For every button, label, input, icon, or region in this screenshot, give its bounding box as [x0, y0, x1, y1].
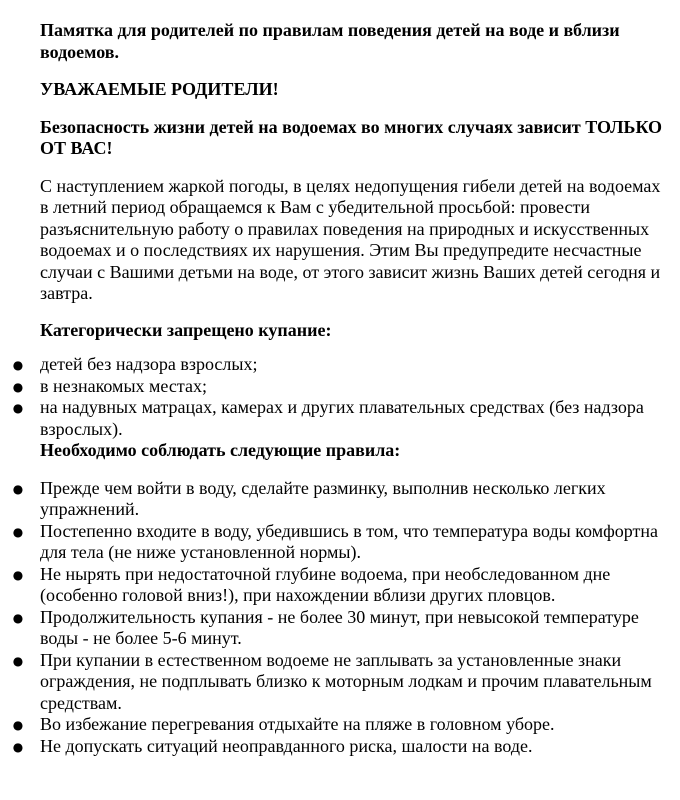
list-item — [12, 354, 666, 376]
rules-list — [12, 477, 666, 758]
bullet-icon: ● — [12, 524, 24, 539]
list-item-text: Не нырять при недостаточной глубине водоема, при необследованном дне (особенно головой вниз!), при нахождении вблизи других пловцов. — [40, 563, 611, 605]
list-item-text: Во избежание перегревания отдыхайте на пляже в головном уборе. — [40, 714, 555, 734]
list-item-text: в незнакомых местах; — [40, 375, 207, 396]
bullet-icon: ● — [12, 610, 24, 625]
list-item-text: Прежде чем войти в воду, сделайте разминку, выполнив несколько легких упражнений. — [40, 477, 606, 519]
list-item-text: Продолжительность купания - не более 30 минут, при невысокой температуре воды - не более 5-6 минут. — [40, 606, 639, 648]
list-item-text: детей без надзора взрослых; — [40, 354, 258, 374]
bullet-icon: ● — [12, 401, 24, 415]
rules-heading: Необходимо соблюдать следующие правила: — [40, 440, 401, 460]
bullet-icon: ● — [12, 567, 24, 582]
document-title: Памятка для родителей по правилам поведения детей на воде и вблизи водоемов. — [40, 20, 620, 62]
safety-note: Безопасность жизни детей на водоемах во многих случаях зависит ТОЛЬКО ОТ ВАС! — [40, 116, 663, 158]
list-item — [12, 606, 666, 650]
list-item — [12, 649, 666, 715]
appeal-heading: УВАЖАЕМЫЕ РОДИТЕЛИ! — [40, 79, 279, 99]
list-item — [12, 714, 666, 736]
list-item-text: Постепенно входите в воду, убедившись в том, что температура воды комфортна для тела (не ниже установленной нормы). — [40, 520, 659, 562]
list-item-text: на надувных матрацах, камерах и других плавательных средствах (без надзора взрослых). — [40, 397, 644, 439]
list-item — [12, 520, 666, 564]
list-item — [12, 477, 666, 521]
forbidden-list — [12, 354, 666, 440]
bullet-icon: ● — [12, 358, 24, 372]
list-item — [12, 563, 666, 607]
list-item-text: При купании в естественном водоеме не заплывать за установленные знаки ограждения, не подплывать близко к моторным лодкам и прочим плавательным средствам. — [40, 649, 652, 713]
bullet-icon: ● — [12, 379, 24, 394]
intro-paragraph: С наступлением жаркой погоды, в целях недопущения гибели детей на водоемах в летний период обращаемся к Вам с убедительной просьбой: провести разъяснительную работу о правилах поведения на природных и искусственных водоемах и о последствиях их нарушения. Этим Вы предупредите несчастные случаи с Вашими детьми на воде, от этого зависит жизнь Ваших детей сегодня и завтра. — [40, 175, 661, 303]
list-item — [12, 375, 666, 398]
bullet-icon: ● — [12, 481, 24, 496]
bullet-icon: ● — [12, 718, 24, 732]
forbidden-heading: Категорически запрещено купание: — [40, 319, 332, 340]
bullet-icon: ● — [12, 739, 24, 754]
list-item — [12, 397, 666, 440]
list-item-text: Не допускать ситуаций неоправданного риска, шалости на воде. — [40, 735, 533, 756]
bullet-icon: ● — [12, 653, 24, 668]
list-item — [12, 735, 666, 758]
